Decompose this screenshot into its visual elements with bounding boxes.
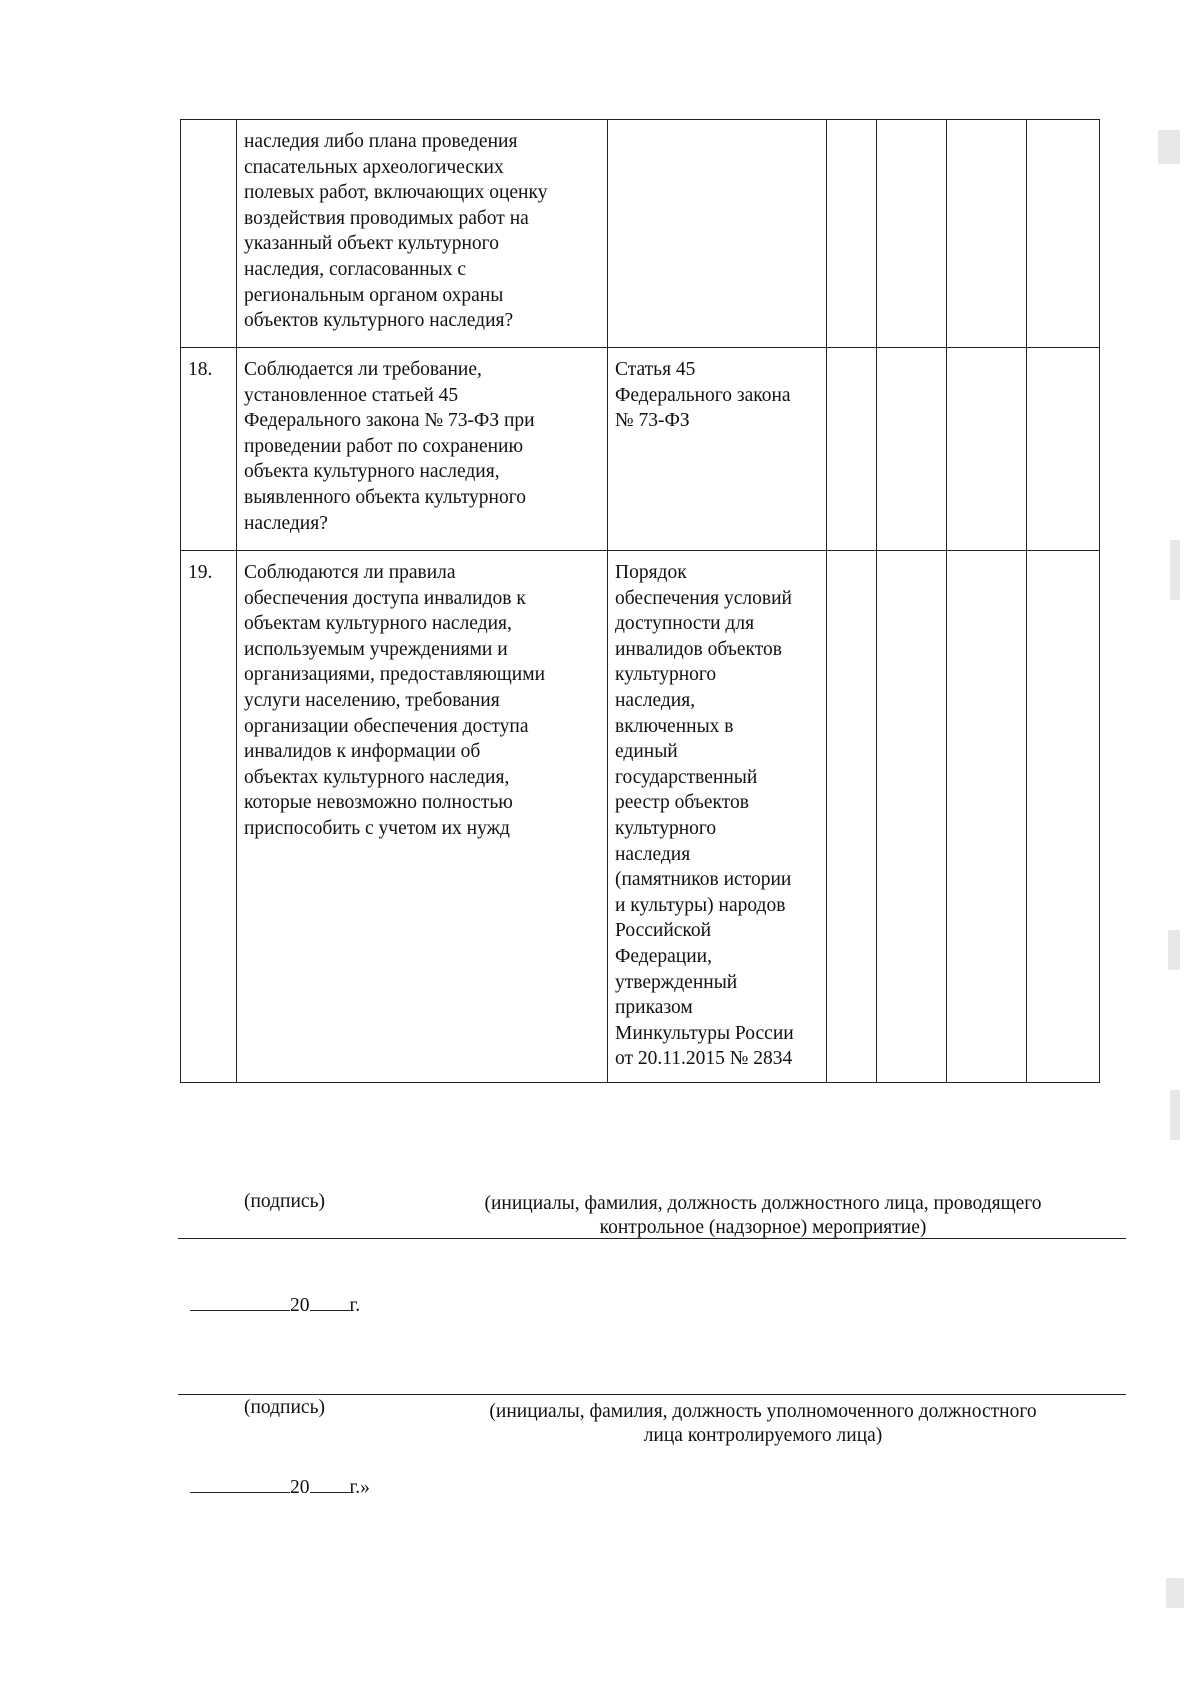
scan-speck <box>1170 540 1180 600</box>
row-question: наследия либо плана проведения спасательных археологических полевых работ, включающих оценку воздействия проводимых работ на указанный объект культурного наследия, согласованных с региональным органом охраны объектов культурного наследия? <box>237 120 608 348</box>
date-day-month-blank[interactable] <box>190 1474 290 1493</box>
answer-not-applicable-cell[interactable] <box>947 120 1027 348</box>
row-reference: Порядок обеспечения условий доступности для инвалидов объектов культурного наследия, включенных в единый государственный реестр объектов культурного наследия (памятников истории и культуры) народов Российской Федерации, утвержденный приказом Минкультуры России от 20.11.2015 № 2834 <box>608 551 827 1083</box>
scan-speck <box>1168 930 1180 970</box>
answer-no-cell[interactable] <box>877 551 947 1083</box>
signature-line[interactable] <box>178 1394 1126 1395</box>
answer-not-applicable-cell[interactable] <box>947 348 1027 551</box>
row-number: 19. <box>181 551 237 1083</box>
date-year-prefix: 20 <box>290 1295 310 1316</box>
answer-no-cell[interactable] <box>877 348 947 551</box>
table-row <box>181 120 1100 348</box>
answer-note-cell[interactable] <box>1027 120 1100 348</box>
signature-description: (инициалы, фамилия, должность должностного лица, проводящего контрольное (надзорное) мероприятие) <box>484 1193 1042 1238</box>
answer-yes-cell[interactable] <box>827 120 877 348</box>
signature-line[interactable] <box>178 1238 1126 1239</box>
date-day-month-blank[interactable] <box>190 1292 290 1311</box>
row-number: 18. <box>181 348 237 551</box>
answer-note-cell[interactable] <box>1027 551 1100 1083</box>
answer-yes-cell[interactable] <box>827 551 877 1083</box>
row-reference: Статья 45 Федерального закона № 73-ФЗ <box>608 348 827 551</box>
scan-speck <box>1158 130 1180 164</box>
scan-speck <box>1170 1090 1180 1140</box>
signature-date <box>190 1292 360 1318</box>
date-year-suffix: г.» <box>349 1477 370 1498</box>
answer-not-applicable-cell[interactable] <box>947 551 1027 1083</box>
row-number <box>181 120 237 348</box>
row-reference <box>608 120 827 348</box>
signature-date <box>190 1474 370 1500</box>
answer-yes-cell[interactable] <box>827 348 877 551</box>
signature-description: (инициалы, фамилия, должность уполномоченного должностного лица контролируемого лица) <box>489 1401 1037 1446</box>
row-question: Соблюдается ли требование, установленное статьей 45 Федерального закона № 73-ФЗ при проведении работ по сохранению объекта культурного наследия, выявленного объекта культурного наследия? <box>237 348 608 551</box>
date-year-prefix: 20 <box>290 1477 310 1498</box>
checklist-table <box>180 119 1100 1083</box>
table-row <box>181 551 1100 1083</box>
date-year-suffix: г. <box>349 1295 361 1316</box>
answer-note-cell[interactable] <box>1027 348 1100 551</box>
date-year-blank[interactable] <box>310 1292 350 1311</box>
signature-label: (подпись) <box>244 1397 325 1418</box>
date-year-blank[interactable] <box>310 1474 350 1493</box>
scan-speck <box>1166 1578 1184 1608</box>
signature-label: (подпись) <box>244 1191 325 1212</box>
answer-no-cell[interactable] <box>877 120 947 348</box>
row-question: Соблюдаются ли правила обеспечения доступа инвалидов к объектам культурного наследия, используемым учреждениями и организациями, предоставляющими услуги населению, требования организации обеспечения доступа инвалидов к информации об объектах культурного наследия, которые невозможно полностью приспособить с учетом их нужд <box>237 551 608 1083</box>
table-row <box>181 348 1100 551</box>
